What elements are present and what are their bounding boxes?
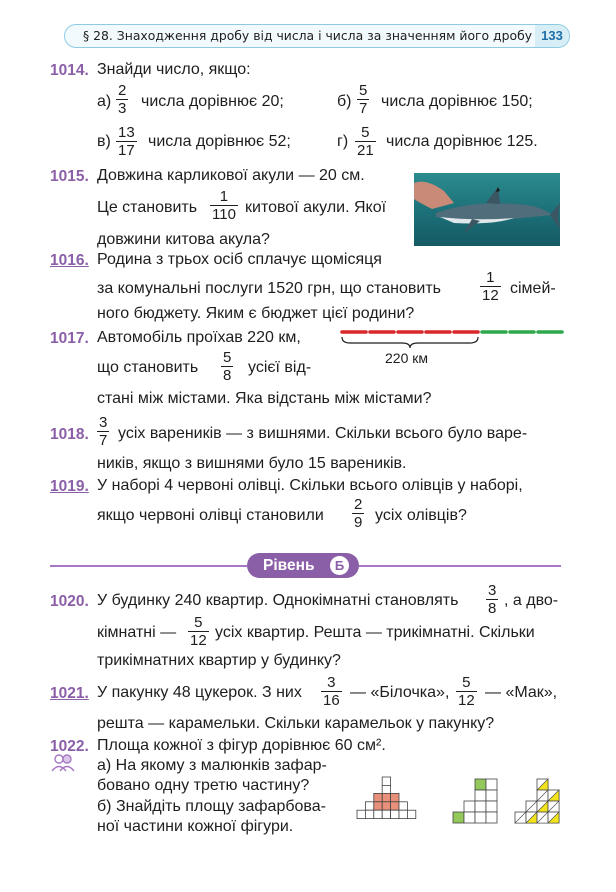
problem-text: У будинку 240 квартир. Однокімнатні становлять bbox=[97, 592, 459, 609]
grid-cell bbox=[464, 812, 475, 823]
problem-text: б) Знайдіть площу зафарбова- bbox=[97, 798, 326, 815]
item-label: в) bbox=[97, 133, 111, 150]
problem-text: бовано одну третю частину? bbox=[97, 777, 310, 794]
problem-text: кімнатні — bbox=[97, 624, 177, 641]
problem-number: 1014. bbox=[50, 62, 89, 79]
grid-cell bbox=[399, 802, 407, 810]
problem-text: числа дорівнює 52; bbox=[148, 133, 291, 150]
problem-text: ного бюджету. Яким є бюджет цієї родини? bbox=[97, 305, 415, 322]
problem-text: усієї від- bbox=[248, 359, 312, 376]
grid-cell bbox=[391, 793, 399, 801]
problem-text: китової акули. Якої bbox=[245, 199, 387, 216]
problem-text: усіх вареників — з вишнями. Скільки всього було варе- bbox=[118, 425, 528, 442]
chapter-header bbox=[64, 24, 570, 48]
problem-text: решта — карамельки. Скільки карамельок у пакунку? bbox=[97, 715, 495, 732]
problem-number: 1017. bbox=[50, 330, 89, 347]
fraction: 5 8 bbox=[223, 349, 232, 385]
grid-cell bbox=[374, 802, 382, 810]
distance-brace bbox=[342, 337, 478, 348]
problem-text: Знайди число, якщо: bbox=[97, 61, 251, 78]
grid-cell bbox=[475, 801, 486, 812]
problem-text: числа дорівнює 125. bbox=[386, 133, 538, 150]
problem-number: 1020. bbox=[50, 593, 89, 610]
pair-work-icon bbox=[50, 753, 76, 773]
problem-text: Довжина карликової акули — 20 см. bbox=[97, 167, 365, 184]
grid-cell bbox=[453, 812, 464, 823]
item-label: а) bbox=[97, 93, 112, 110]
problem-text: Родина з трьох осіб сплачує щомісяця bbox=[97, 251, 382, 268]
problem-text: довжини китова акула? bbox=[97, 231, 270, 248]
grid-cell bbox=[391, 802, 399, 810]
problem-number: 1021. bbox=[50, 685, 89, 702]
shark-photo bbox=[414, 173, 560, 246]
problem-text: стані між містами. Яка відстань між містами? bbox=[97, 390, 432, 407]
fraction: 13 17 bbox=[118, 124, 135, 160]
fraction: 5 21 bbox=[357, 124, 374, 160]
grid-cell bbox=[357, 810, 365, 818]
fraction: 1 110 bbox=[212, 188, 236, 224]
divider bbox=[50, 565, 247, 567]
problem-text: У пакунку 48 цукерок. З них bbox=[97, 684, 302, 701]
grid-cell bbox=[475, 812, 486, 823]
grid-cell bbox=[374, 793, 382, 801]
grid-cell bbox=[374, 810, 382, 818]
problem-text: усіх квартир. Решта — трикімнатні. Скільки bbox=[215, 624, 535, 641]
fraction: 5 7 bbox=[359, 82, 368, 118]
problem-number: 1016. bbox=[50, 252, 89, 269]
level-label: Рівень bbox=[263, 557, 315, 574]
problem-text: трикімнатних квартир у будинку? bbox=[97, 652, 341, 669]
grid-cell bbox=[365, 802, 373, 810]
problem-text: , а дво- bbox=[504, 592, 559, 609]
divider bbox=[359, 565, 561, 567]
problem-number: 1022. bbox=[50, 738, 89, 755]
problem-text: за комунальні послуги 1520 грн, що становить bbox=[97, 280, 442, 297]
grid-cell bbox=[407, 810, 415, 818]
problem-number: 1015. bbox=[50, 168, 89, 185]
level-letter: Б bbox=[330, 556, 349, 575]
problem-text: числа дорівнює 150; bbox=[381, 93, 533, 110]
grid-cell bbox=[486, 801, 497, 812]
figure-pyramid bbox=[356, 764, 418, 826]
problem-number: 1019. bbox=[50, 478, 89, 495]
figure-staircase bbox=[452, 778, 498, 826]
grid-cell bbox=[486, 812, 497, 823]
grid-cell bbox=[399, 810, 407, 818]
grid-cell bbox=[486, 779, 497, 790]
grid-cell bbox=[464, 801, 475, 812]
grid-cell bbox=[365, 810, 373, 818]
problem-text: ної частини кожної фігури. bbox=[97, 818, 294, 835]
problem-text: Це становить bbox=[97, 199, 198, 216]
problem-text: Площа кожної з фігур дорівнює 60 см². bbox=[97, 737, 386, 754]
fraction: 3 8 bbox=[488, 582, 497, 618]
fraction: 5 12 bbox=[458, 674, 475, 710]
problem-text: що становить bbox=[97, 359, 199, 376]
grid-cell bbox=[382, 777, 390, 785]
problem-text: сімей- bbox=[510, 280, 556, 297]
level-badge bbox=[247, 553, 359, 578]
problem-text: ників, якщо з вишнями було 15 вареників. bbox=[97, 455, 407, 472]
grid-cell bbox=[382, 810, 390, 818]
distance-label: 220 км bbox=[385, 350, 428, 366]
grid-cell bbox=[391, 810, 399, 818]
page-number: 133 bbox=[535, 25, 569, 47]
fraction: 5 12 bbox=[190, 614, 207, 650]
distance-diagram bbox=[340, 324, 566, 370]
grid-cell bbox=[486, 790, 497, 801]
grid-cell bbox=[475, 779, 486, 790]
problem-text: якщо червоні олівці становили bbox=[97, 507, 324, 524]
fraction: 2 9 bbox=[354, 496, 363, 532]
fraction: 3 16 bbox=[323, 674, 340, 710]
problem-text: усіх олівців? bbox=[375, 507, 467, 524]
item-label: б) bbox=[337, 93, 352, 110]
chapter-title: § 28. Знаходження дробу від числа і числа за значенням його дробу bbox=[83, 28, 533, 43]
problem-text: а) На якому з малюнків зафар- bbox=[97, 757, 327, 774]
fraction: 2 3 bbox=[118, 82, 127, 118]
grid-cell bbox=[475, 790, 486, 801]
figure-triangles bbox=[514, 778, 562, 826]
item-label: г) bbox=[337, 133, 349, 150]
problem-text: У наборі 4 червоні олівці. Скільки всього олівців у наборі, bbox=[97, 477, 523, 494]
fraction: 1 12 bbox=[482, 269, 499, 305]
fraction: 3 7 bbox=[99, 414, 108, 450]
problem-text: — «Білочка», bbox=[350, 684, 450, 701]
grid-cell bbox=[382, 793, 390, 801]
grid-cell bbox=[382, 785, 390, 793]
problem-text: Автомобіль проїхав 220 км, bbox=[97, 329, 301, 346]
problem-text: — «Мак», bbox=[485, 684, 558, 701]
problem-number: 1018. bbox=[50, 426, 89, 443]
grid-cell bbox=[382, 802, 390, 810]
problem-text: числа дорівнює 20; bbox=[141, 93, 284, 110]
